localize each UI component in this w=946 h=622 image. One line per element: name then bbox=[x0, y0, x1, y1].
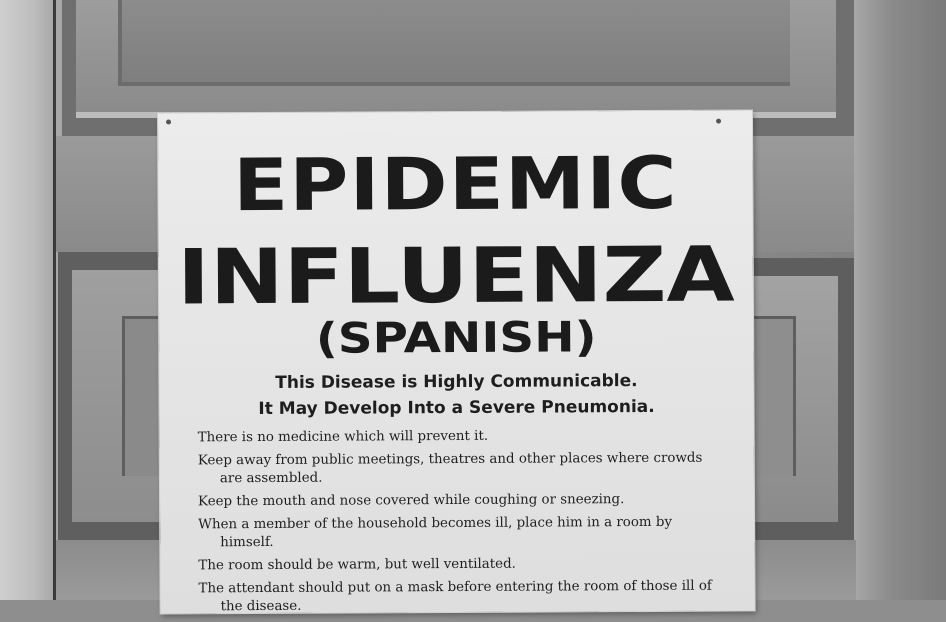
headline-influenza: INFLUENZA bbox=[176, 229, 735, 322]
thumbtack-icon bbox=[716, 119, 721, 124]
influenza-poster bbox=[158, 110, 755, 613]
headline-spanish: (SPANISH) bbox=[315, 312, 597, 363]
advice-item: The room should be warm, but well ventilated. bbox=[198, 556, 516, 574]
headline-epidemic: EPIDEMIC bbox=[232, 140, 678, 228]
advice-list bbox=[198, 427, 729, 622]
door-top-panel-recess bbox=[118, 0, 790, 86]
subheading-pneumonia: It May Develop Into a Severe Pneumonia. bbox=[258, 396, 655, 420]
advice-item: When a member of the household becomes ill, place him in a room by himself. bbox=[198, 514, 673, 551]
advice-item: The attendant should put on a mask before entering the room of those ill of the disease. bbox=[198, 578, 712, 615]
door-right-stile bbox=[854, 0, 946, 600]
door-frame-left bbox=[0, 0, 56, 600]
advice-item: Keep away from public meetings, theatres and other places where crowds are assembled. bbox=[197, 450, 703, 487]
advice-item: There is no medicine which will prevent it. bbox=[197, 428, 489, 446]
subheading-communicable: This Disease is Highly Communicable. bbox=[275, 371, 638, 393]
thumbtack-icon bbox=[166, 119, 171, 124]
advice-item: Keep the mouth and nose covered while coughing or sneezing. bbox=[197, 492, 625, 510]
